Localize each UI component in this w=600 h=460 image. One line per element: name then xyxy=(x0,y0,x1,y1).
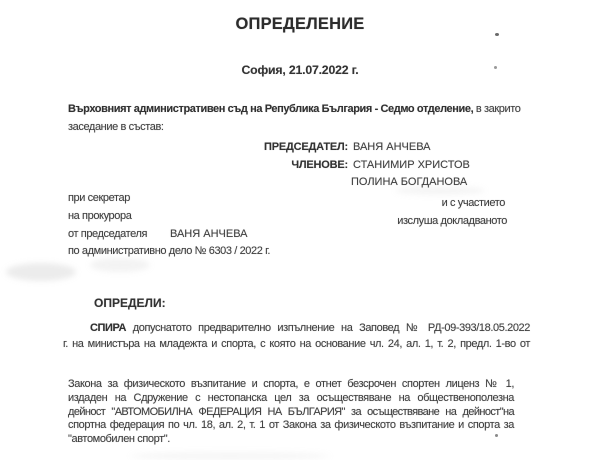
court-name-text: Върховният административен съд на Република България - Седмо отделение, xyxy=(68,103,474,115)
scan-speck-3 xyxy=(495,434,498,437)
chair-prefix-line: от председателя xyxy=(68,228,148,240)
document-title: ОПРЕДЕЛЕНИЕ xyxy=(235,15,365,33)
intro-line-2: заседание в състав: xyxy=(68,121,164,133)
member-1-name: СТАНИМИР ХРИСТОВ xyxy=(353,159,470,171)
presiding-judge-name: ВАНЯ АНЧЕВА xyxy=(353,141,431,153)
member-2-name: ПОЛИНА БОГДАНОВА xyxy=(351,176,468,188)
ruling-line-2: г. на министъра на младежта и спорта, с която на основание чл. 24, ал. 1, т. 2, предл. 1-во от xyxy=(63,338,530,350)
secretary-line: при секретар xyxy=(68,192,130,204)
heard-report-line: изслуша докладваното xyxy=(397,215,507,227)
case-number-line: по административно дело № 6303 / 2022 г. xyxy=(68,245,271,257)
scan-speck-1 xyxy=(495,33,499,36)
body-line-2: издаден на Сдружение с нестопанска цел за осъществяване на общественополезна xyxy=(68,392,514,404)
scan-smudge-1 xyxy=(6,263,76,281)
participation-line: и с участието xyxy=(441,197,505,209)
city-date-line: София, 21.07.2022 г. xyxy=(241,63,359,77)
ruling-line-1-rest: допуснатото предварително изпълнение на Заповед № РД-09-393/18.05.2022 xyxy=(126,322,530,334)
body-line-1: Закона за физическото възпитание и спорта, е отнет безсрочен спортен лиценз № 1, xyxy=(68,378,514,390)
members-label: ЧЛЕНОВЕ: xyxy=(291,159,348,171)
scan-smudge-2 xyxy=(90,258,150,272)
chair-name: ВАНЯ АНЧЕВА xyxy=(170,228,248,240)
scan-speck-2 xyxy=(494,66,497,69)
body-line-5: "автомобилен спорт". xyxy=(68,433,170,445)
intro-line-1 xyxy=(68,103,521,116)
scan-smudge-4 xyxy=(130,452,330,460)
intro-line-1-regular: в закрито xyxy=(473,103,521,115)
body-line-3: дейност "АВТОМОБИЛНА ФЕДЕРАЦИЯ НА БЪЛГАРИЯ" за осъществяване на дейност"на xyxy=(68,406,514,418)
ruling-verb-text: СПИРА xyxy=(90,322,127,334)
ruling-heading: ОПРЕДЕЛИ: xyxy=(94,296,166,310)
scan-smudge-3 xyxy=(395,186,485,195)
presiding-judge-label: ПРЕДСЕДАТЕЛ: xyxy=(264,141,348,153)
prosecutor-line: на прокурора xyxy=(68,210,132,222)
body-line-4: спортна федерация по чл. 18, ал. 2, т. 1 от Закона за физическото възпитание и спорта за xyxy=(68,419,514,431)
ruling-line-1 xyxy=(90,322,530,335)
